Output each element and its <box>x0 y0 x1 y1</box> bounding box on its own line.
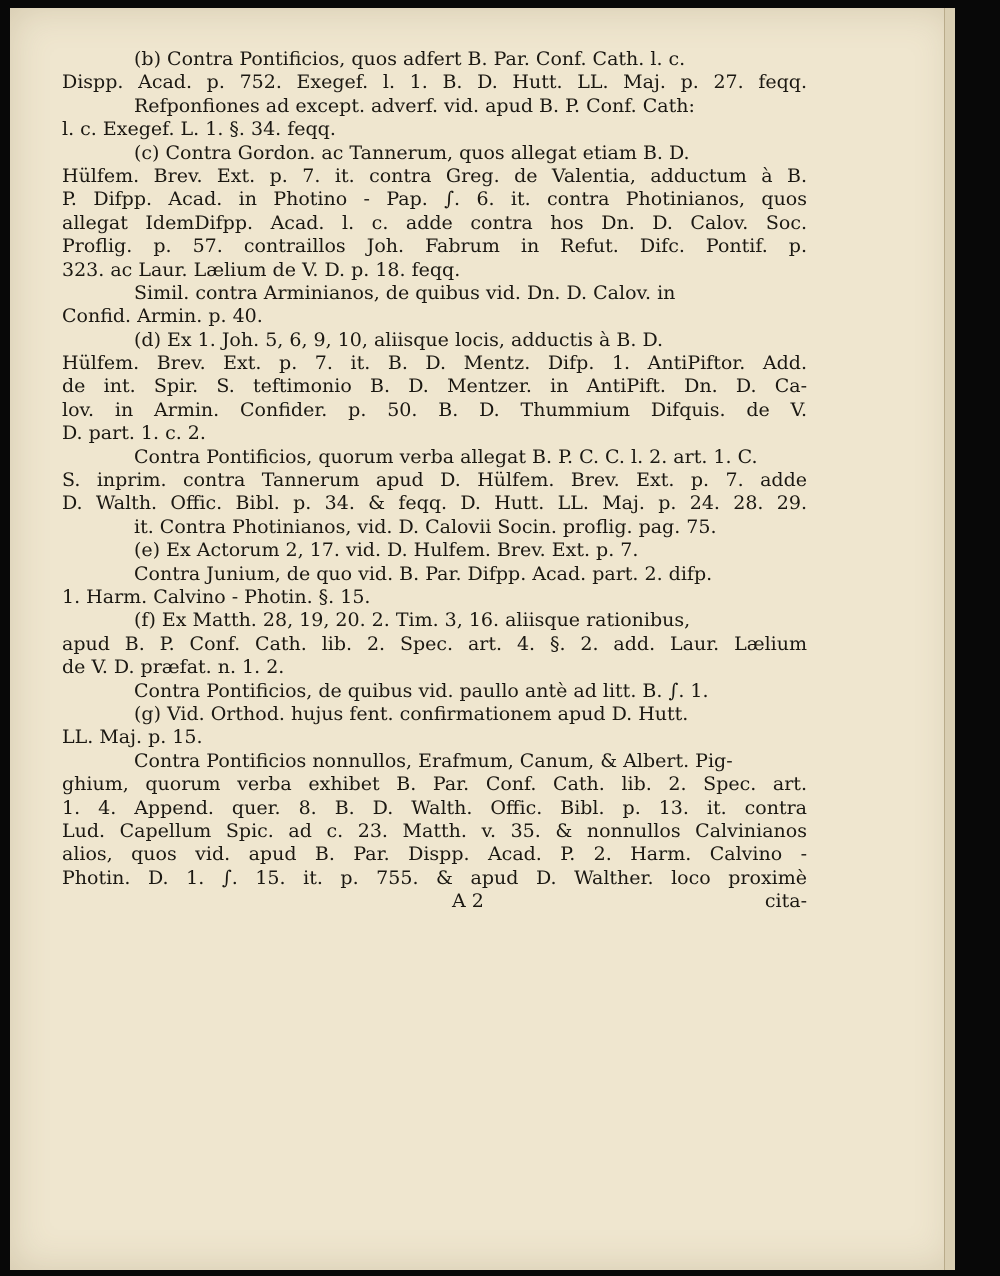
text-line: Lud. Capellum Spic. ad c. 23. Matth. v. 35. & nonnullos Calvinianos <box>62 819 807 842</box>
text-line: Contra Pontificios, quorum verba allegat B. P. C. C. l. 2. art. 1. C. <box>134 445 758 468</box>
text-line: Hülfem. Brev. Ext. p. 7. it. B. D. Mentz. Difp. 1. AntiPiftor. Add. <box>62 352 807 375</box>
text-line: Confid. Armin. p. 40. <box>62 305 263 328</box>
text-line: l. c. Exegef. L. 1. §. 34. feqq. <box>62 118 336 141</box>
text-line: 323. ac Laur. Lælium de V. D. p. 18. feqq. <box>62 258 461 281</box>
text-line: D. part. 1. c. 2. <box>62 422 206 445</box>
text-line: de V. D. præfat. n. 1. 2. <box>62 656 285 679</box>
text-line: Dispp. Acad. p. 752. Exegef. l. 1. B. D. Hutt. LL. Maj. p. 27. feqq. <box>62 71 807 94</box>
text-line: 1. 4. Append. quer. 8. B. D. Walth. Offic. Bibl. p. 13. it. contra <box>62 796 807 819</box>
text-line: P. Difpp. Acad. in Photino - Pap. ∫. 6. it. contra Photinianos, quos <box>62 188 807 211</box>
text-line: Refponfiones ad except. adverf. vid. apud B. P. Conf. Cath: <box>134 94 695 117</box>
text-line: lov. in Armin. Confider. p. 50. B. D. Thummium Difquis. de V. <box>62 398 807 421</box>
page-footer <box>62 890 807 913</box>
text-line: it. Contra Photinianos, vid. D. Calovii Socin. proflig. pag. 75. <box>134 515 717 538</box>
text-line: ghium, quorum verba exhibet B. Par. Conf. Cath. lib. 2. Spec. art. <box>62 773 807 796</box>
text-line: Photin. D. 1. ∫. 15. it. p. 755. & apud D. Walther. loco proximè <box>62 866 807 889</box>
text-line: allegat IdemDifpp. Acad. l. c. adde contra hos Dn. D. Calov. Soc. <box>62 211 807 234</box>
signature-mark: A 2 <box>452 890 484 913</box>
text-line: alios, quos vid. apud B. Par. Dispp. Acad. P. 2. Harm. Calvino - <box>62 843 807 866</box>
text-line: 1. Harm. Calvino - Photin. §. 15. <box>62 585 371 608</box>
text-line: (b) Contra Pontificios, quos adfert B. Par. Conf. Cath. l. c. <box>134 48 686 70</box>
text-line: de int. Spir. S. teftimonio B. D. Mentzer. in AntiPift. Dn. D. Ca- <box>62 375 807 398</box>
text-line: (e) Ex Actorum 2, 17. vid. D. Hulfem. Brev. Ext. p. 7. <box>134 539 639 562</box>
text-line: Contra Pontificios, de quibus vid. paullo antè ad litt. B. ∫. 1. <box>134 679 709 702</box>
book-page <box>10 8 955 1270</box>
text-line: apud B. P. Conf. Cath. lib. 2. Spec. art. 4. §. 2. add. Laur. Lælium <box>62 632 807 655</box>
text-line: (f) Ex Matth. 28, 19, 20. 2. Tim. 3, 16. aliisque rationibus, <box>134 609 691 632</box>
page-edge <box>944 8 955 1270</box>
text-line: D. Walth. Offic. Bibl. p. 34. & feqq. D. Hutt. LL. Maj. p. 24. 28. 29. <box>62 492 807 515</box>
text-line: Contra Pontificios nonnullos, Erafmum, Canum, & Albert. Pig- <box>134 749 733 772</box>
text-line: S. inprim. contra Tannerum apud D. Hülfem. Brev. Ext. p. 7. adde <box>62 469 807 492</box>
text-line: (g) Vid. Orthod. hujus fent. confirmationem apud D. Hutt. <box>134 702 689 725</box>
text-block <box>62 48 807 913</box>
catchword: cita- <box>764 890 807 913</box>
text-line: Contra Junium, de quo vid. B. Par. Difpp. Acad. part. 2. difp. <box>134 562 713 585</box>
text-line: (c) Contra Gordon. ac Tannerum, quos allegat etiam B. D. <box>134 141 690 164</box>
text-line: LL. Maj. p. 15. <box>62 726 203 749</box>
text-line: Proflig. p. 57. contraillos Joh. Fabrum in Refut. Difc. Pontif. p. <box>62 235 807 258</box>
text-line: (d) Ex 1. Joh. 5, 6, 9, 10, aliisque locis, adductis à B. D. <box>134 328 664 351</box>
text-line: Simil. contra Arminianos, de quibus vid. Dn. D. Calov. in <box>134 281 676 304</box>
text-line: Hülfem. Brev. Ext. p. 7. it. contra Greg. de Valentia, adductum à B. <box>62 164 807 187</box>
